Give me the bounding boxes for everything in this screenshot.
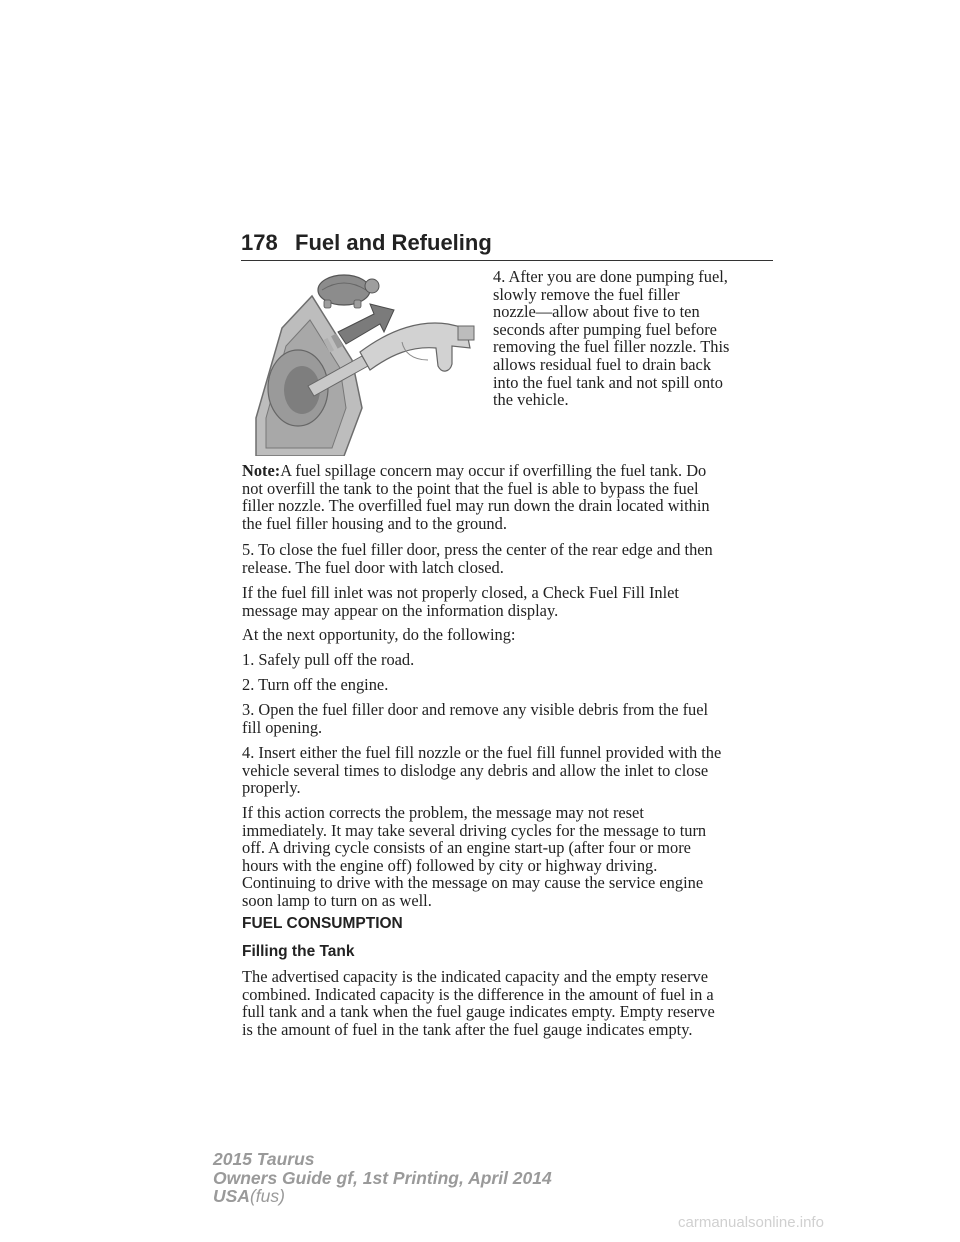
footer-guide: Owners Guide gf, 1st Printing, April 2014 — [213, 1167, 552, 1188]
capacity-paragraph: The advertised capacity is the indicated capacity and the empty reserve combined. Indicated capacity is the difference in the amount of fuel in a full tank and a tank when the fuel gauge indicates empty. Empty reserve is the amount of fuel in the tank after the fuel gauge indicates empty. — [242, 967, 715, 1039]
note-label: Note: — [242, 461, 281, 480]
next-opportunity: At the next opportunity, do the following: — [242, 625, 516, 644]
footer-region-code: USA — [213, 1186, 250, 1207]
page-number: 178 — [241, 230, 278, 255]
list-item: 1. Safely pull off the road. — [242, 650, 415, 669]
corrects-problem-paragraph: If this action corrects the problem, the message may not reset immediately. It may take several driving cycles for the message to turn off. A driving cycle consists of an engine start-up (after four or more hours with the engine off) followed by city or highway driving. Continuing to drive with the message on may cause the service engine soon lamp to turn on as well. — [242, 803, 707, 910]
list-item: 2. Turn off the engine. — [242, 675, 389, 694]
inlet-message-paragraph: If the fuel fill inlet was not properly closed, a Check Fuel Fill Inlet message may appear on the information display. — [242, 583, 679, 620]
list-item: 3. Open the fuel filler door and remove any visible debris from the fuel fill opening. — [242, 700, 709, 737]
page-header — [241, 230, 773, 261]
chapter-title: Fuel and Refueling — [295, 230, 492, 255]
section-heading: FUEL CONSUMPTION — [242, 915, 403, 932]
watermark: carmanualsonline.info — [678, 1214, 824, 1231]
step-4-intro: 4. After you are done pumping fuel, slowly remove the fuel filler nozzle—allow about five to ten seconds after pumping fuel before removing the fuel filler nozzle. This allows residual fuel to drain back into the fuel tank and not spill onto the vehicle. — [493, 267, 730, 410]
list-item: 4. Insert either the fuel fill nozzle or the fuel fill funnel provided with the vehicle several times to dislodge any debris and allow the inlet to close properly. — [242, 743, 722, 798]
fuel-nozzle-removal-icon — [252, 268, 480, 456]
step-5: 5. To close the fuel filler door, press the center of the rear edge and then release. The fuel door with latch closed. — [242, 540, 713, 577]
note-text: A fuel spillage concern may occur if overfilling the fuel tank. Do not overfill the tank to the point that the fuel is able to bypass the fuel filler nozzle. The overfilled fuel may run down the drain located within the fuel filler housing and to the ground. — [242, 461, 710, 533]
footer-region-suffix: (fus) — [249, 1186, 285, 1207]
footer — [213, 1150, 552, 1206]
subheading: Filling the Tank — [242, 943, 355, 960]
note-paragraph — [242, 462, 782, 532]
footer-model: 2015 Taurus — [213, 1149, 315, 1169]
footer-region — [213, 1187, 552, 1206]
